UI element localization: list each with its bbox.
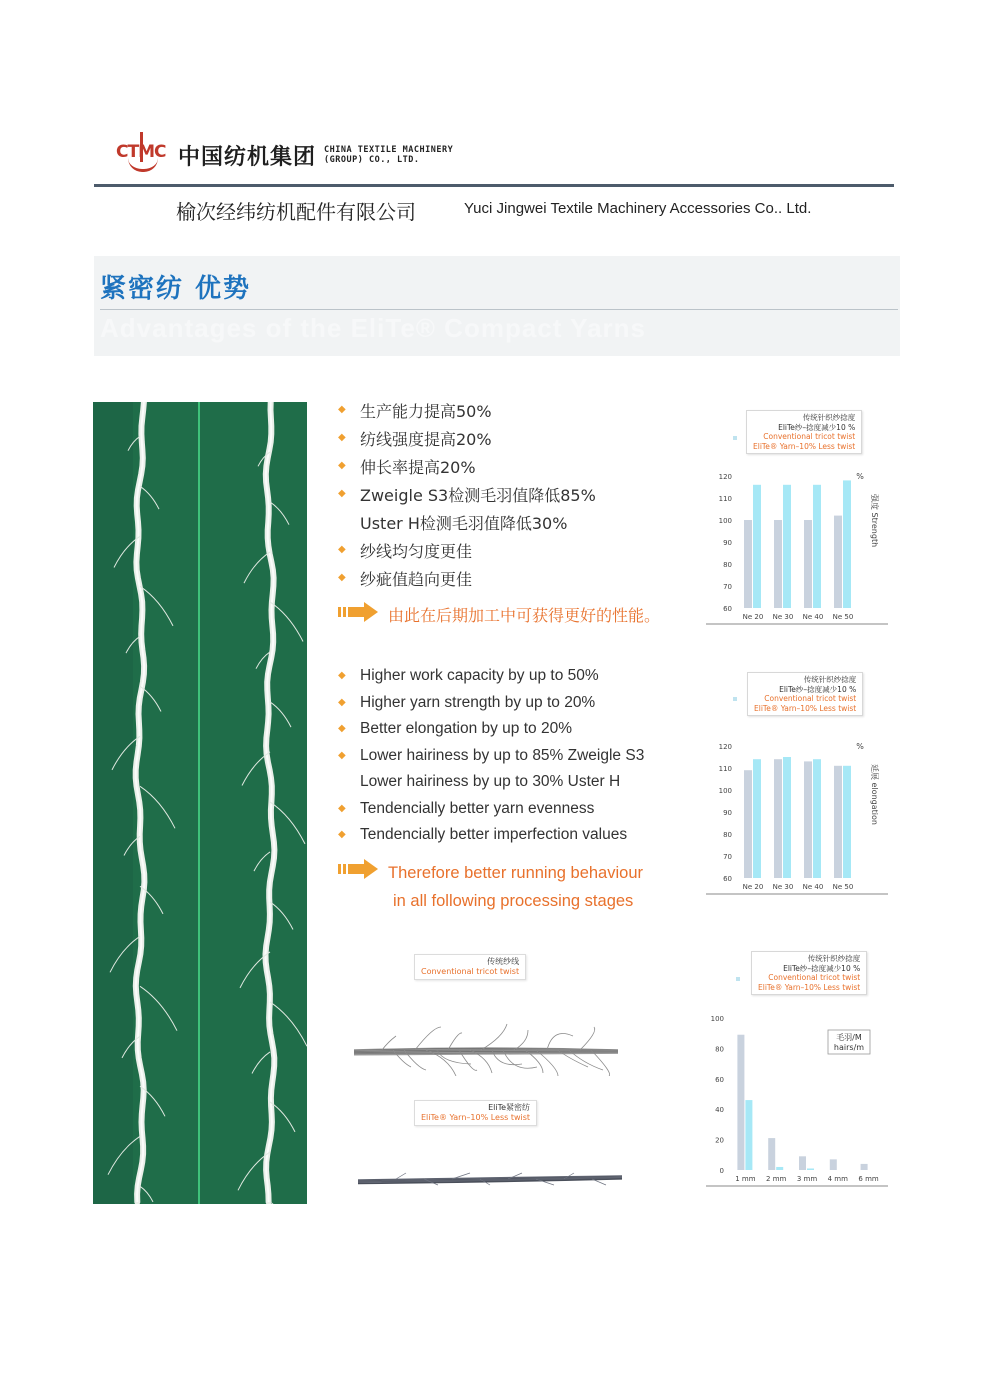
list-item-text: Higher work capacity by up to 50% — [360, 667, 599, 685]
bar-elite — [813, 759, 821, 878]
ctmc-logo — [116, 132, 453, 178]
diamond-bullet-icon: ◆ — [338, 488, 346, 499]
bar-conventional — [744, 520, 752, 608]
legend-elite-en: EliTe® Yarn–10% Less twist — [758, 982, 861, 992]
list-item — [338, 536, 660, 564]
bar-elite — [813, 485, 821, 608]
note-en-line2: in all following processing stages — [393, 891, 634, 910]
bar-conventional — [774, 520, 782, 608]
list-item-text: 纱线均匀度更佳 — [360, 541, 473, 561]
hairiness-chart — [706, 1010, 890, 1194]
x-tick-label: Ne 20 — [742, 613, 764, 621]
yarn-label-conventional-cn: 传统纱线 — [487, 957, 520, 966]
unit-label: % — [856, 472, 864, 481]
bar-conventional — [834, 516, 842, 608]
diamond-bullet-icon: ◆ — [338, 749, 346, 761]
x-tick-label: Ne 40 — [802, 613, 824, 621]
legend-swatch — [736, 977, 740, 981]
unit-label-en: hairs/m — [833, 1043, 865, 1052]
bar-elite — [843, 766, 851, 878]
bar-conventional — [744, 770, 752, 878]
ctmc-logo-icon — [116, 132, 172, 178]
bar-elite — [843, 480, 851, 608]
bar-conventional — [830, 1159, 837, 1170]
x-tick-label: Ne 40 — [802, 883, 824, 891]
list-item — [338, 424, 660, 452]
bar-elite — [753, 759, 761, 878]
page-title-cn: 紧密纺 优势 — [100, 274, 252, 304]
list-item — [338, 508, 660, 536]
yarn-label-conventional-en: Conventional tricot twist — [421, 967, 520, 976]
bar-conventional — [774, 759, 782, 878]
group-name-en-line1: CHINA TEXTILE MACHINERY — [324, 145, 454, 155]
legend-conventional-cn: 传统针织纱捻度 — [802, 413, 856, 422]
hair-fiber — [396, 1173, 406, 1179]
legend-swatch — [733, 697, 737, 701]
list-item-text: Zweigle S3检测毛羽值降低85% — [360, 485, 596, 505]
legend-conventional-en: Conventional tricot twist — [764, 694, 857, 704]
bar-elite — [783, 485, 791, 608]
header-divider — [94, 184, 894, 187]
chart-legend — [746, 410, 862, 454]
diamond-bullet-icon: ◆ — [338, 802, 346, 814]
diamond-bullet-icon: ◆ — [338, 432, 346, 443]
arrow-icon — [338, 859, 378, 879]
list-item-text: 伸长率提高20% — [360, 457, 476, 477]
unit-label: % — [856, 742, 864, 751]
y-tick-label: 120 — [718, 473, 732, 481]
list-item — [338, 452, 660, 480]
y-tick-label: 40 — [715, 1106, 724, 1115]
x-tick-label: Ne 30 — [772, 613, 794, 621]
logo-text: CTMC — [116, 142, 166, 162]
hair-fiber — [514, 1030, 528, 1050]
y-tick-label: 100 — [710, 1015, 724, 1023]
list-item-text: Lower hairiness by up to 85% Zweigle S3 — [360, 746, 645, 764]
y-tick-label: 90 — [723, 539, 732, 547]
yarn-photo — [93, 402, 307, 1204]
y-tick-label: 110 — [718, 765, 732, 773]
y-tick-label: 60 — [723, 605, 732, 613]
list-item-text: Tendencially better yarn evenness — [360, 799, 595, 817]
list-item — [338, 480, 660, 508]
y-tick-label: 0 — [719, 1167, 724, 1175]
y-tick-label: 120 — [718, 743, 732, 751]
bar-elite — [807, 1168, 814, 1170]
hair-fiber — [547, 1033, 573, 1050]
x-tick-label: 1 mm — [735, 1175, 756, 1183]
note-row-cn — [338, 602, 660, 630]
y-tick-label: 70 — [723, 583, 732, 591]
advantages-list-en — [338, 663, 644, 915]
list-item — [338, 396, 660, 424]
bar-conventional — [799, 1156, 806, 1170]
y-tick-label: 70 — [723, 853, 732, 861]
x-tick-label: 6 mm — [858, 1175, 879, 1183]
diamond-bullet-icon: ◆ — [338, 829, 346, 841]
legend-elite-cn: EliTe纱–捻度减少10 % — [779, 684, 857, 694]
strength-chart — [706, 466, 890, 628]
y-axis-label: 强度 Strength — [870, 494, 879, 548]
list-item — [338, 564, 660, 592]
yarn-label-elite-cn: EliTe紧密纺 — [488, 1103, 531, 1112]
y-axis-label: 延展 elongation — [870, 764, 879, 825]
note-cn: 由此在后期加工中可获得更好的性能。 — [388, 606, 661, 625]
legend-elite-en: EliTe® Yarn–10% Less twist — [753, 441, 856, 451]
x-tick-label: Ne 20 — [742, 883, 764, 891]
diamond-bullet-icon: ◆ — [338, 572, 346, 583]
unit-label-cn: 毛羽/M — [836, 1033, 862, 1042]
legend-conventional-en: Conventional tricot twist — [768, 973, 861, 983]
legend-conventional-cn: 传统针织纱捻度 — [807, 954, 861, 963]
company-name-en: Yuci Jingwei Textile Machinery Accessories Co.. Ltd. — [464, 200, 812, 217]
bar-elite — [745, 1100, 752, 1170]
bar-conventional — [834, 766, 842, 878]
legend-elite-cn: EliTe纱–捻度减少10 % — [783, 963, 861, 973]
y-tick-label: 100 — [718, 517, 732, 525]
x-tick-label: Ne 50 — [832, 883, 854, 891]
arrow-icon — [338, 602, 378, 622]
x-tick-label: 4 mm — [827, 1175, 848, 1183]
legend-elite-cn: EliTe纱–捻度减少10 % — [778, 422, 856, 432]
y-tick-label: 100 — [718, 787, 732, 795]
list-item — [338, 716, 644, 743]
list-item — [338, 690, 644, 717]
list-item — [338, 796, 644, 823]
y-tick-label: 110 — [718, 495, 732, 503]
bar-elite — [753, 485, 761, 608]
legend-swatch — [733, 436, 737, 440]
elite-yarn-image — [356, 1160, 626, 1204]
list-item-text: 生产能力提高50% — [360, 401, 492, 421]
y-tick-label: 60 — [715, 1075, 724, 1084]
note-row-en — [338, 859, 644, 915]
bar-conventional — [861, 1164, 868, 1170]
y-tick-label: 90 — [723, 809, 732, 817]
bar-conventional — [737, 1035, 744, 1170]
list-item-text: Better elongation by up to 20% — [360, 720, 572, 738]
diamond-bullet-icon: ◆ — [338, 670, 346, 682]
y-tick-label: 80 — [723, 831, 732, 839]
list-item-text: 纺线强度提高20% — [360, 429, 492, 449]
list-item-text: 纱疵值趋向更佳 — [360, 569, 473, 589]
y-tick-label: 80 — [715, 1045, 724, 1054]
group-name-en — [324, 145, 453, 165]
yarn-label-conventional — [414, 954, 526, 980]
conventional-yarn-image — [352, 1012, 622, 1076]
x-tick-label: 3 mm — [796, 1175, 818, 1183]
list-item-text: Higher yarn strength by up to 20% — [360, 693, 596, 711]
list-item — [338, 822, 644, 849]
yarn-label-elite — [414, 1100, 537, 1126]
page-title-en: Advantages of the EliTe® Compact Yarns — [100, 313, 646, 343]
bar-elite — [783, 757, 791, 878]
group-name-cn: 中国纺机集团 — [178, 144, 317, 170]
hair-fiber — [481, 1024, 507, 1050]
legend-conventional-cn: 传统针织纱捻度 — [803, 675, 857, 684]
group-name-en-line2: (GROUP) CO., LTD. — [324, 155, 420, 165]
note-en — [388, 859, 643, 915]
legend-conventional-en: Conventional tricot twist — [763, 432, 856, 442]
diamond-bullet-icon: ◆ — [338, 544, 346, 555]
list-item — [338, 663, 644, 690]
hair-fiber — [580, 1027, 595, 1050]
diamond-bullet-icon: ◆ — [338, 404, 346, 415]
diamond-bullet-icon: ◆ — [338, 460, 346, 471]
y-tick-label: 60 — [723, 875, 732, 883]
note-en-line1: Therefore better running behaviour — [388, 863, 643, 882]
x-tick-label: Ne 50 — [832, 613, 854, 621]
list-item-text: Tendencially better imperfection values — [360, 826, 628, 844]
legend-elite-en: EliTe® Yarn–10% Less twist — [754, 703, 857, 713]
hair-fiber — [382, 1036, 396, 1050]
list-item-text: Lower hairiness by up to 30% Uster H — [360, 773, 621, 791]
chart-legend — [751, 951, 867, 995]
list-item-text: Uster H检测毛羽值降低30% — [360, 513, 568, 533]
bar-conventional — [768, 1138, 775, 1170]
chart-legend — [747, 672, 863, 716]
diamond-bullet-icon: ◆ — [338, 696, 346, 708]
list-item — [338, 769, 644, 796]
hair-fiber — [415, 1027, 441, 1050]
y-tick-label: 20 — [715, 1136, 724, 1145]
title-divider — [100, 309, 898, 310]
x-tick-label: Ne 30 — [772, 883, 794, 891]
bar-conventional — [804, 520, 812, 608]
elongation-chart — [706, 736, 890, 900]
bar-conventional — [804, 761, 812, 878]
advantages-list-cn — [338, 396, 660, 630]
x-tick-label: 2 mm — [766, 1175, 787, 1183]
list-item — [338, 743, 644, 770]
diamond-bullet-icon: ◆ — [338, 723, 346, 735]
bar-elite — [776, 1167, 783, 1170]
y-tick-label: 80 — [723, 561, 732, 569]
company-name-cn: 榆次经纬纺机配件有限公司 — [176, 200, 416, 224]
yarn-label-elite-en: EliTe® Yarn–10% Less twist — [421, 1113, 531, 1122]
